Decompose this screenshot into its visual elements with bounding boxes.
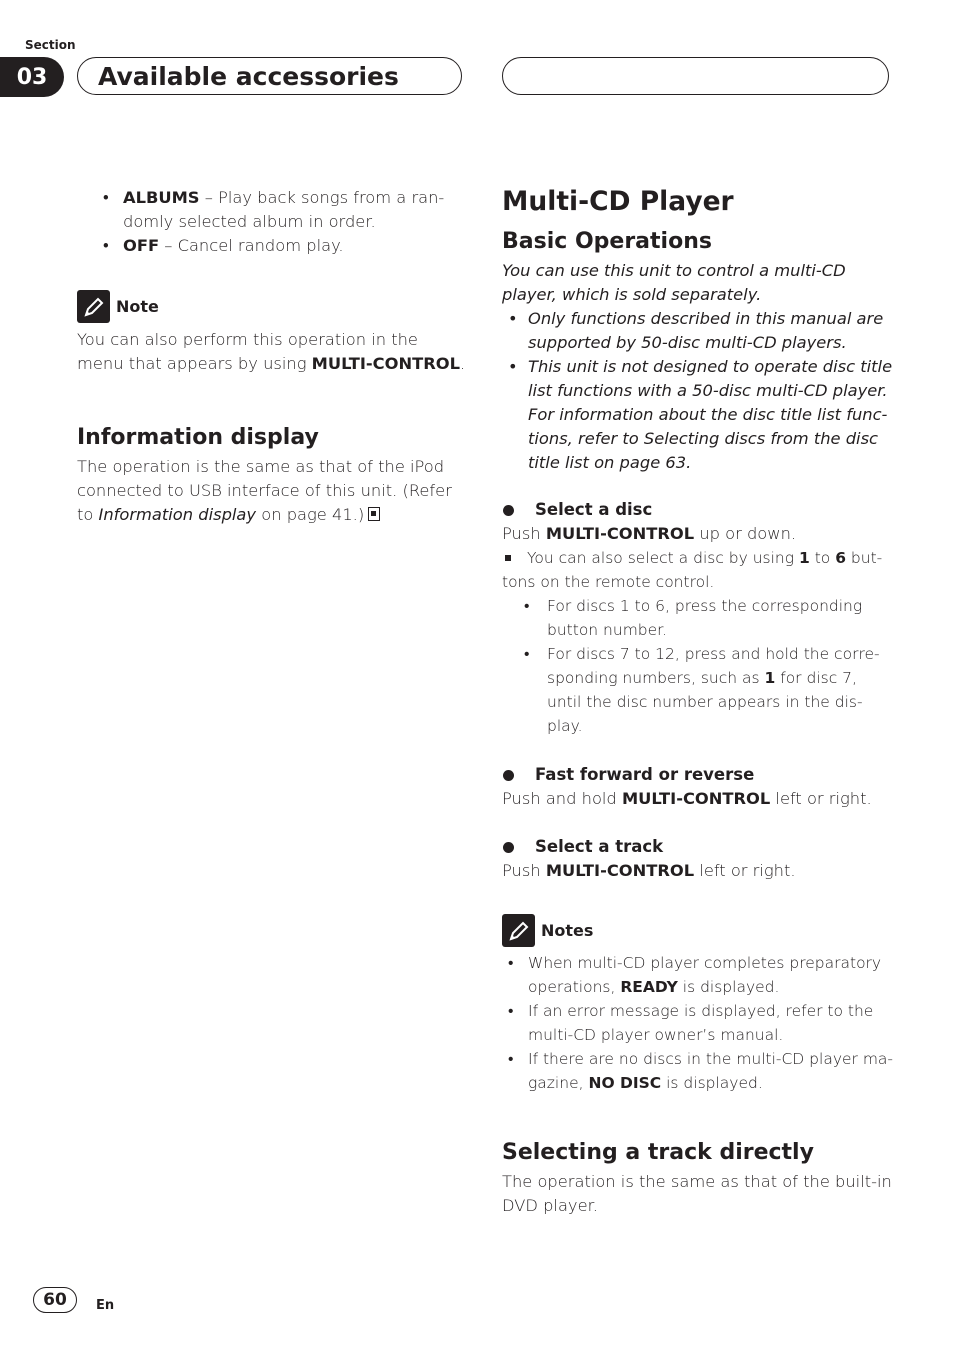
- list-item: • If an error message is displayed, refer to the multi-CD player owner’s manual.: [502, 999, 894, 1047]
- page-number: 60: [33, 1287, 77, 1313]
- note-text: You can also perform this operation in the menu that appears by using MULTI-CONTROL.: [77, 330, 466, 373]
- end-of-section-icon: [368, 507, 380, 521]
- multi-cd-title: Multi-CD Player: [502, 186, 734, 217]
- list-item: • OFF – Cancel random play.: [97, 234, 467, 258]
- square-bullet-icon: [505, 555, 511, 561]
- select-track-instruction: Push MULTI-CONTROL left or right.: [502, 861, 796, 880]
- selecting-track-directly-text: The operation is the same as that of the built-in DVD player.: [502, 1172, 892, 1215]
- disc-number-list: [502, 594, 894, 738]
- fast-forward-instruction: Push and hold MULTI-CONTROL left or right.: [502, 789, 872, 808]
- note-pencil-icon: [502, 914, 535, 947]
- section-label: Section: [25, 38, 76, 52]
- fast-forward-heading: Fast forward or reverse: [502, 763, 894, 787]
- list-item: • For discs 1 to 6, press the corresponding button number.: [502, 594, 894, 642]
- notes-list: [502, 951, 894, 1095]
- selecting-track-directly-heading: Selecting a track directly: [502, 1140, 814, 1165]
- bullet-dot-icon: [503, 505, 514, 516]
- random-play-list: [97, 186, 467, 258]
- select-track-heading: Select a track: [502, 835, 894, 859]
- list-item: • ALBUMS – Play back songs from a ran-domly selected album in order.: [97, 186, 467, 234]
- bullet-dot-icon: [503, 842, 514, 853]
- list-item: • If there are no discs in the multi-CD player ma-gazine, NO DISC is displayed.: [502, 1047, 894, 1095]
- section-number-badge: 03: [0, 57, 64, 97]
- note-pencil-icon: [77, 290, 110, 323]
- info-display-heading: Information display: [77, 425, 319, 450]
- basic-operations-heading: Basic Operations: [502, 229, 712, 254]
- list-item: • Only functions described in this manual are supported by 50-disc multi-CD players.: [502, 307, 894, 355]
- list-item: • This unit is not designed to operate disc title list functions with a 50-disc multi-CD player. For information about the disc title list func-tions, refer to Selecting discs from the disc title list on page 63.: [502, 355, 894, 475]
- left-column: [77, 186, 467, 527]
- notes-heading: Notes: [502, 914, 894, 947]
- note-heading: Note: [77, 290, 467, 323]
- page-title: Available accessories: [77, 57, 462, 95]
- list-item: • When multi-CD player completes preparatory operations, READY is displayed.: [502, 951, 894, 999]
- remote-control-tip: You can also select a disc by using 1 to 6 but-tons on the remote control.: [502, 549, 883, 591]
- language-code: En: [96, 1298, 115, 1313]
- info-display-text: The operation is the same as that of the iPod connected to USB interface of this unit. (Refer to Information display on page 41.): [77, 457, 452, 524]
- basic-bullets: [502, 307, 894, 475]
- right-column: [502, 186, 894, 1218]
- header-blank-pill: [502, 57, 889, 95]
- list-item: • For discs 7 to 12, press and hold the corre-sponding numbers, such as 1 for disc 7, until the disc number appears in the dis-play.: [502, 642, 894, 738]
- select-disc-heading: Select a disc: [502, 498, 894, 522]
- bullet-dot-icon: [503, 770, 514, 781]
- select-disc-instruction: Push MULTI-CONTROL up or down.: [502, 524, 797, 543]
- basic-intro: You can use this unit to control a multi-CD player, which is sold separately.: [502, 261, 846, 304]
